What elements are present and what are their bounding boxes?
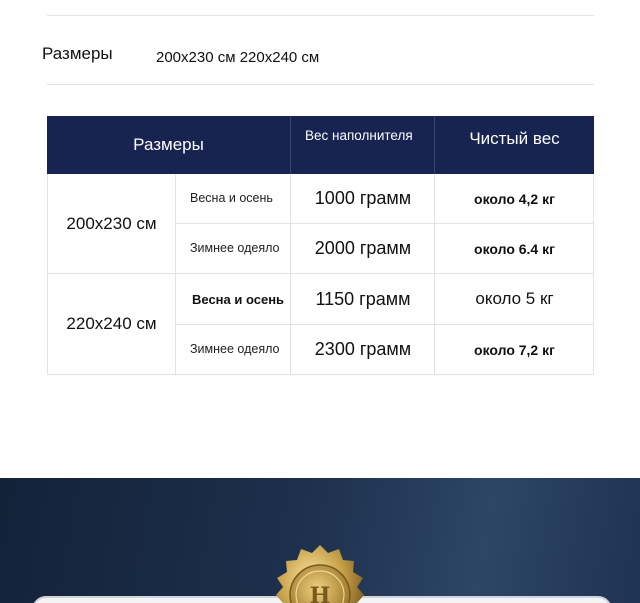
top-divider	[47, 15, 594, 16]
net-cell: около 5 кг	[475, 289, 554, 308]
table-row	[434, 224, 594, 274]
size-cell: 200x230 см	[66, 213, 157, 233]
season-cell: Весна и осень	[190, 191, 273, 205]
header-sizes-label: Размеры	[133, 135, 204, 154]
fill-cell: 2000 грамм	[314, 238, 412, 258]
spec-label: Размеры	[42, 44, 113, 63]
header-net-weight-label: Чистый вес	[469, 129, 560, 148]
table-row	[290, 274, 435, 325]
header-net-weight	[435, 116, 594, 174]
season-cell: Весна и осень	[192, 291, 285, 307]
table-row	[175, 274, 291, 325]
table-row	[175, 224, 291, 274]
spec-row	[42, 44, 602, 74]
fill-cell: 2300 грамм	[314, 339, 412, 359]
table-row	[47, 174, 175, 274]
fill-cell: 1000 грамм	[314, 188, 412, 208]
table-row	[434, 274, 594, 325]
table-row	[175, 174, 291, 224]
table-right-border	[593, 174, 594, 375]
table-row	[290, 224, 435, 274]
table-row	[290, 174, 435, 224]
season-cell: Зимнее одеяло	[190, 241, 280, 255]
table-row	[175, 325, 291, 375]
size-cell: 220x240 см	[66, 314, 157, 333]
season-cell: Зимнее одеяло	[190, 342, 280, 356]
spec-divider	[47, 84, 594, 85]
header-fill-weight-label: Вес наполнителя	[305, 128, 413, 143]
gold-seal-icon	[268, 543, 372, 603]
fill-cell: 1150 грамм	[315, 288, 411, 309]
header-fill-weight	[291, 116, 434, 174]
table-row	[47, 274, 175, 375]
net-cell: около 4,2 кг	[474, 190, 555, 207]
header-sizes	[47, 116, 290, 174]
table-row	[290, 325, 435, 375]
net-cell: около 7,2 кг	[474, 341, 555, 358]
promo-banner	[0, 478, 640, 603]
net-cell: около 6.4 кг	[474, 240, 555, 257]
table-row	[434, 174, 594, 224]
spec-value: 200x230 см 220x240 см	[156, 49, 320, 66]
size-table	[47, 116, 594, 375]
table-row	[434, 325, 594, 375]
svg-text:H: H	[309, 583, 331, 603]
